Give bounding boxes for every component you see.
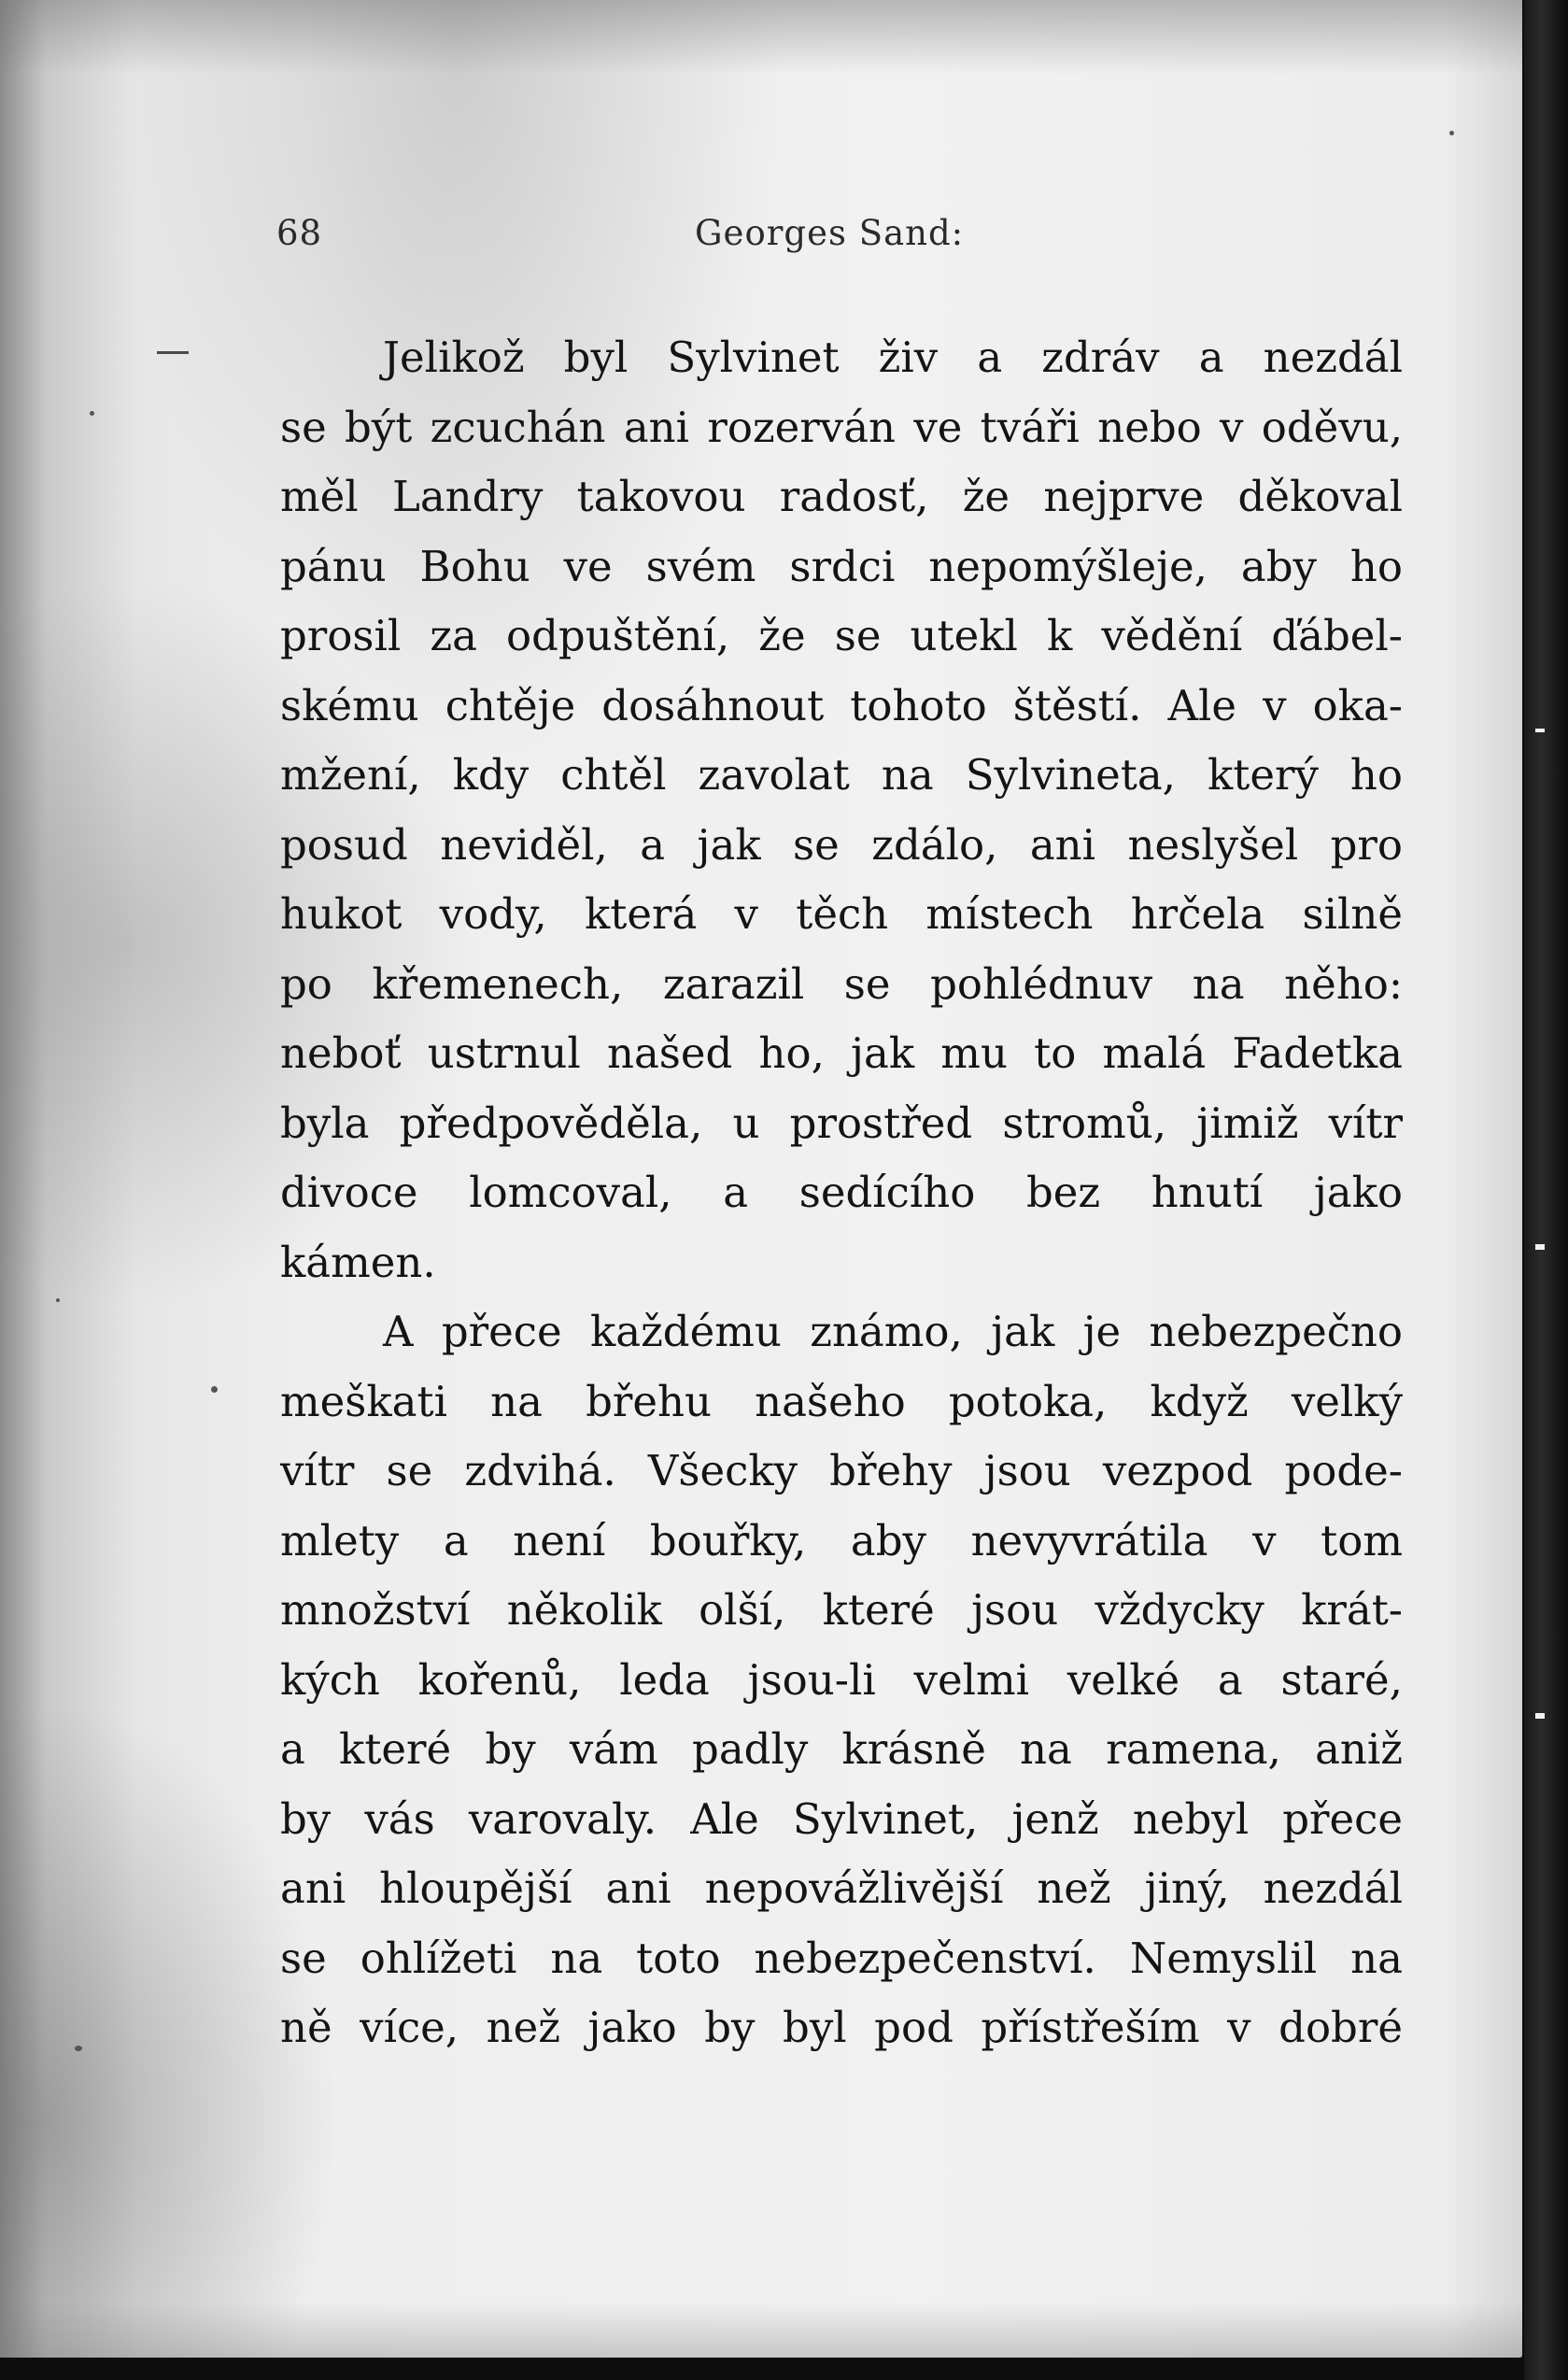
body-text (280, 323, 1403, 2063)
page-number: 68 (276, 213, 323, 253)
text-line: byla předpověděla, u prostřed stromů, jimiž vítr (280, 1098, 1403, 1148)
text-line: po křemenech, zarazil se pohlédnuv na něho: (280, 958, 1403, 1009)
book-edge (1524, 0, 1568, 2380)
text-line: množství několik olší, které jsou vždycky krát- (280, 1585, 1403, 1635)
edge-mark (1535, 1713, 1545, 1719)
paper-shadow-bottom (0, 2302, 1522, 2358)
text-line: se být zcuchán ani rozerván ve tváři nebo v oděvu, (280, 402, 1403, 452)
text-line: hukot vody, která v těch místech hrčela silně (280, 889, 1403, 939)
text-line: kámen. (280, 1237, 436, 1287)
text-line: se ohlížeti na toto nebezpečenství. Nemyslil na (280, 1933, 1403, 1983)
text-line: vítr se zdvihá. Všecky břehy jsou vezpod pode- (280, 1446, 1403, 1495)
text-line: prosil za odpuštění, že se utekl k vědění ďábel- (280, 611, 1403, 660)
paper-speck (90, 411, 94, 416)
text-line: A přece každému známo, jak je nebezpečno (383, 1307, 1403, 1356)
text-line: mlety a není bouřky, aby nevyvrátila v tom (280, 1515, 1403, 1565)
text-line: měl Landry takovou radosť, že nejprve děkoval (280, 472, 1403, 521)
text-line: ně více, než jako by byl pod přístřeším v dobré (280, 2003, 1403, 2052)
paper-speck (1449, 131, 1454, 135)
text-line: meškati na břehu našeho potoka, když velký (280, 1376, 1403, 1426)
paper-speck (56, 1298, 60, 1302)
paper-speck (75, 2046, 82, 2051)
text-line: mžení, kdy chtěl zavolat na Sylvineta, který ho (280, 750, 1403, 800)
paper-shadow-top (0, 0, 1522, 75)
edge-mark (1535, 729, 1545, 732)
text-line: a které by vám padly krásně na ramena, aniž (280, 1724, 1403, 1774)
text-line: by vás varovaly. Ale Sylvinet, jenž nebyl přece (280, 1793, 1403, 1844)
text-line: divoce lomcoval, a sedícího bez hnutí jako (280, 1168, 1403, 1217)
text-line: Jelikož byl Sylvinet živ a zdráv a nezdál (383, 333, 1403, 382)
text-line: neboť ustrnul našed ho, jak mu to malá Fadetka (280, 1028, 1403, 1078)
running-head (276, 205, 1408, 262)
text-line: ani hloupější ani nepovážlivější než jiný, nezdál (280, 1863, 1403, 1913)
text-line: kých kořenů, leda jsou-li velmi velké a staré, (280, 1654, 1403, 1705)
edge-mark (1535, 1244, 1545, 1250)
paper-speck (211, 1386, 218, 1393)
text-line: posud neviděl, a jak se zdálo, ani neslyšel pro (280, 819, 1403, 870)
text-line: skému chtěje dosáhnout tohoto štěstí. Ale v oka- (280, 680, 1403, 730)
running-title: Georges Sand: (695, 213, 965, 253)
text-line: pánu Bohu ve svém srdci nepomýšleje, aby ho (280, 541, 1403, 591)
margin-mark (157, 351, 189, 354)
